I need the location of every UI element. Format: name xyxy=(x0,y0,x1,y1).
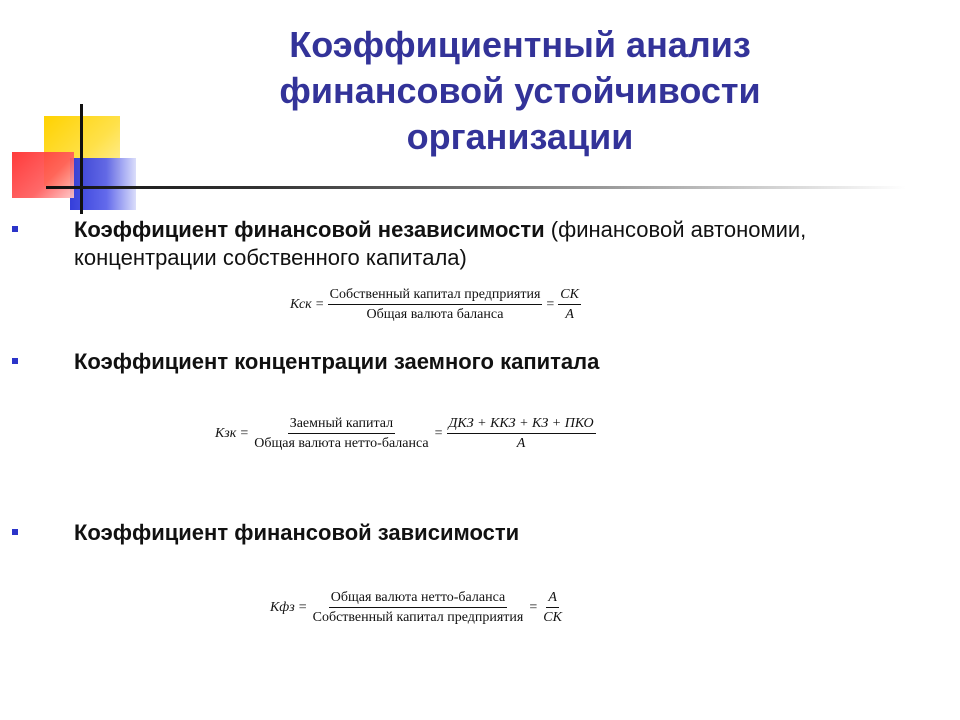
bullet-borrowed-capital-concentration xyxy=(74,348,874,376)
formula-1-numerator-2: СК xyxy=(558,287,581,305)
bullet-3-bold-text: Коэффициент финансовой зависимости xyxy=(74,520,520,545)
slide-title xyxy=(200,22,840,160)
formula-ksk xyxy=(290,287,581,323)
formula-1-equals: = xyxy=(315,297,324,312)
bullet-2-bold-text: Коэффициент концентрации заемного капитала xyxy=(74,349,600,374)
formula-3-numerator-2: А xyxy=(546,590,559,608)
formula-2-equals-2: = xyxy=(434,426,443,441)
formula-3-lhs: Кфз xyxy=(270,600,295,615)
formula-1-denominator-1: Общая валюта баланса xyxy=(366,307,504,322)
decor-red-square xyxy=(12,152,74,198)
formula-3-equals-2: = xyxy=(529,600,538,615)
formula-3-equals: = xyxy=(298,600,307,615)
formula-1-numerator-1: Собственный капитал предприятия xyxy=(328,287,543,305)
formula-3-numerator-1: Общая валюта нетто-баланса xyxy=(329,590,507,608)
formula-3-denominator-2: СК xyxy=(543,610,562,625)
formula-2-lhs: Кзк xyxy=(215,426,237,441)
formula-3-denominator-1: Собственный капитал предприятия xyxy=(312,610,524,625)
bullet-financial-independence xyxy=(74,216,874,272)
bullet-1-text: (финансовой автономии, концентрации собственного капитала) xyxy=(74,217,807,270)
formula-3-fraction-1 xyxy=(311,590,526,626)
formula-2-equals: = xyxy=(240,426,249,441)
formula-1-equals-2: = xyxy=(546,297,555,312)
decor-horizontal-line xyxy=(46,186,906,189)
formula-1-fraction-2 xyxy=(558,287,581,323)
formula-1-denominator-2: А xyxy=(565,307,574,322)
title-line-3: организации xyxy=(406,116,634,157)
formula-2-denominator-2: А xyxy=(516,436,526,451)
formula-kzk xyxy=(215,416,596,452)
formula-2-fraction-1 xyxy=(252,416,430,452)
bullet-financial-dependence xyxy=(74,519,874,547)
formula-3-fraction-2 xyxy=(541,590,564,626)
title-line-1: Коэффициентный анализ xyxy=(289,24,751,65)
formula-1-lhs: Кск xyxy=(290,297,312,312)
formula-kfz xyxy=(270,590,564,626)
decor-vertical-line xyxy=(80,104,83,214)
formula-2-numerator-1: Заемный капитал xyxy=(288,416,395,434)
formula-1-fraction-1 xyxy=(328,287,543,323)
formula-2-numerator-2: ДКЗ + ККЗ + КЗ + ПКО xyxy=(447,416,596,434)
title-line-2: финансовой устойчивости xyxy=(279,70,761,111)
formula-2-denominator-1: Общая валюта нетто-баланса xyxy=(254,436,429,451)
bullet-1-bold-text: Коэффициент финансовой независимости xyxy=(74,217,545,242)
formula-2-fraction-2 xyxy=(447,416,596,452)
